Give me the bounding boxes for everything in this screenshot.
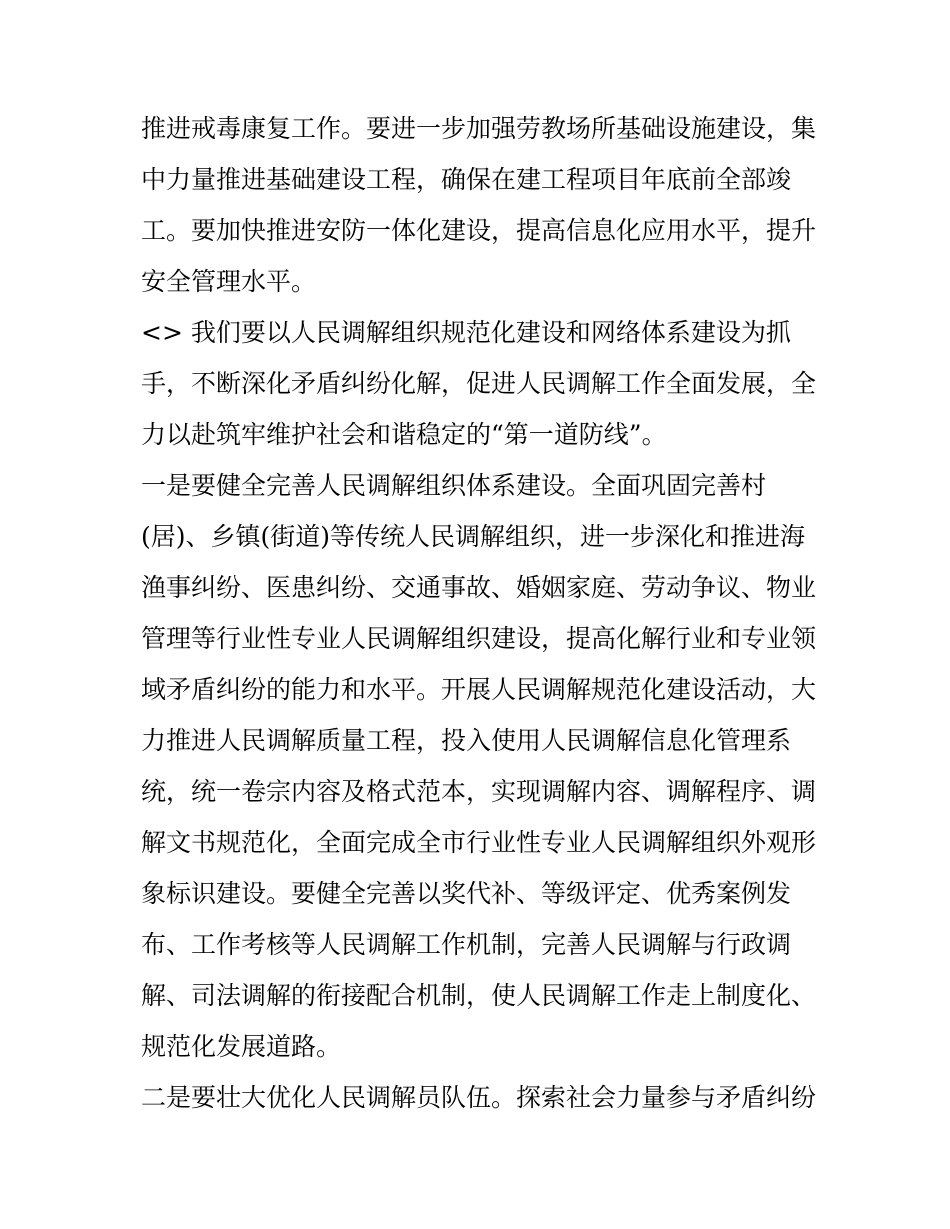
text-line: (居)、乡镇(街道)等传统人民调解组织，进一步深化和推进海 (141, 522, 806, 551)
text-line: 统，统一卷宗内容及格式范本，实现调解内容、调解程序、调 (141, 777, 817, 806)
text-line: 布、工作考核等人民调解工作机制，完善人民调解与行政调 (141, 930, 792, 959)
text-line: 手，不断深化矛盾纠纷化解，促进人民调解工作全面发展，全 (141, 369, 817, 398)
text-line: 力以赴筑牢维护社会和谐稳定的“第一道防线”。 (141, 420, 667, 449)
text-line: 推进戒毒康复工作。要进一步加强劳教场所基础设施建设，集 (141, 114, 817, 143)
text-line: 中力量推进基础建设工程，确保在建工程项目年底前全部竣 (141, 165, 792, 194)
text-line: 力推进人民调解质量工程，投入使用人民调解信息化管理系 (141, 726, 792, 755)
text-line: 象标识建设。要健全完善以奖代补、等级评定、优秀案例发 (141, 879, 792, 908)
text-line: 规范化发展道路。 (141, 1032, 342, 1061)
text-line: 管理等行业性专业人民调解组织建设，提高化解行业和专业领 (141, 624, 817, 653)
text-line: 安全管理水平。 (141, 267, 317, 296)
text-line: 一是要健全完善人民调解组织体系建设。全面巩固完善村 (141, 471, 767, 500)
text-line: 工。要加快推进安防一体化建设，提高信息化应用水平，提升 (141, 216, 817, 245)
text-line: 渔事纠纷、医患纠纷、交通事故、婚姻家庭、劳动争议、物业 (141, 573, 817, 602)
text-line: 解文书规范化，全面完成全市行业性专业人民调解组织外观形 (141, 828, 817, 857)
text-line: 域矛盾纠纷的能力和水平。开展人民调解规范化建设活动，大 (141, 675, 817, 704)
text-line: 二是要壮大优化人民调解员队伍。探索社会力量参与矛盾纠纷 (141, 1083, 817, 1112)
text-line: <> 我们要以人民调解组织规范化建设和网络体系建设为抓 (141, 318, 791, 347)
text-line: 解、司法调解的衔接配合机制，使人民调解工作走上制度化、 (141, 981, 817, 1010)
